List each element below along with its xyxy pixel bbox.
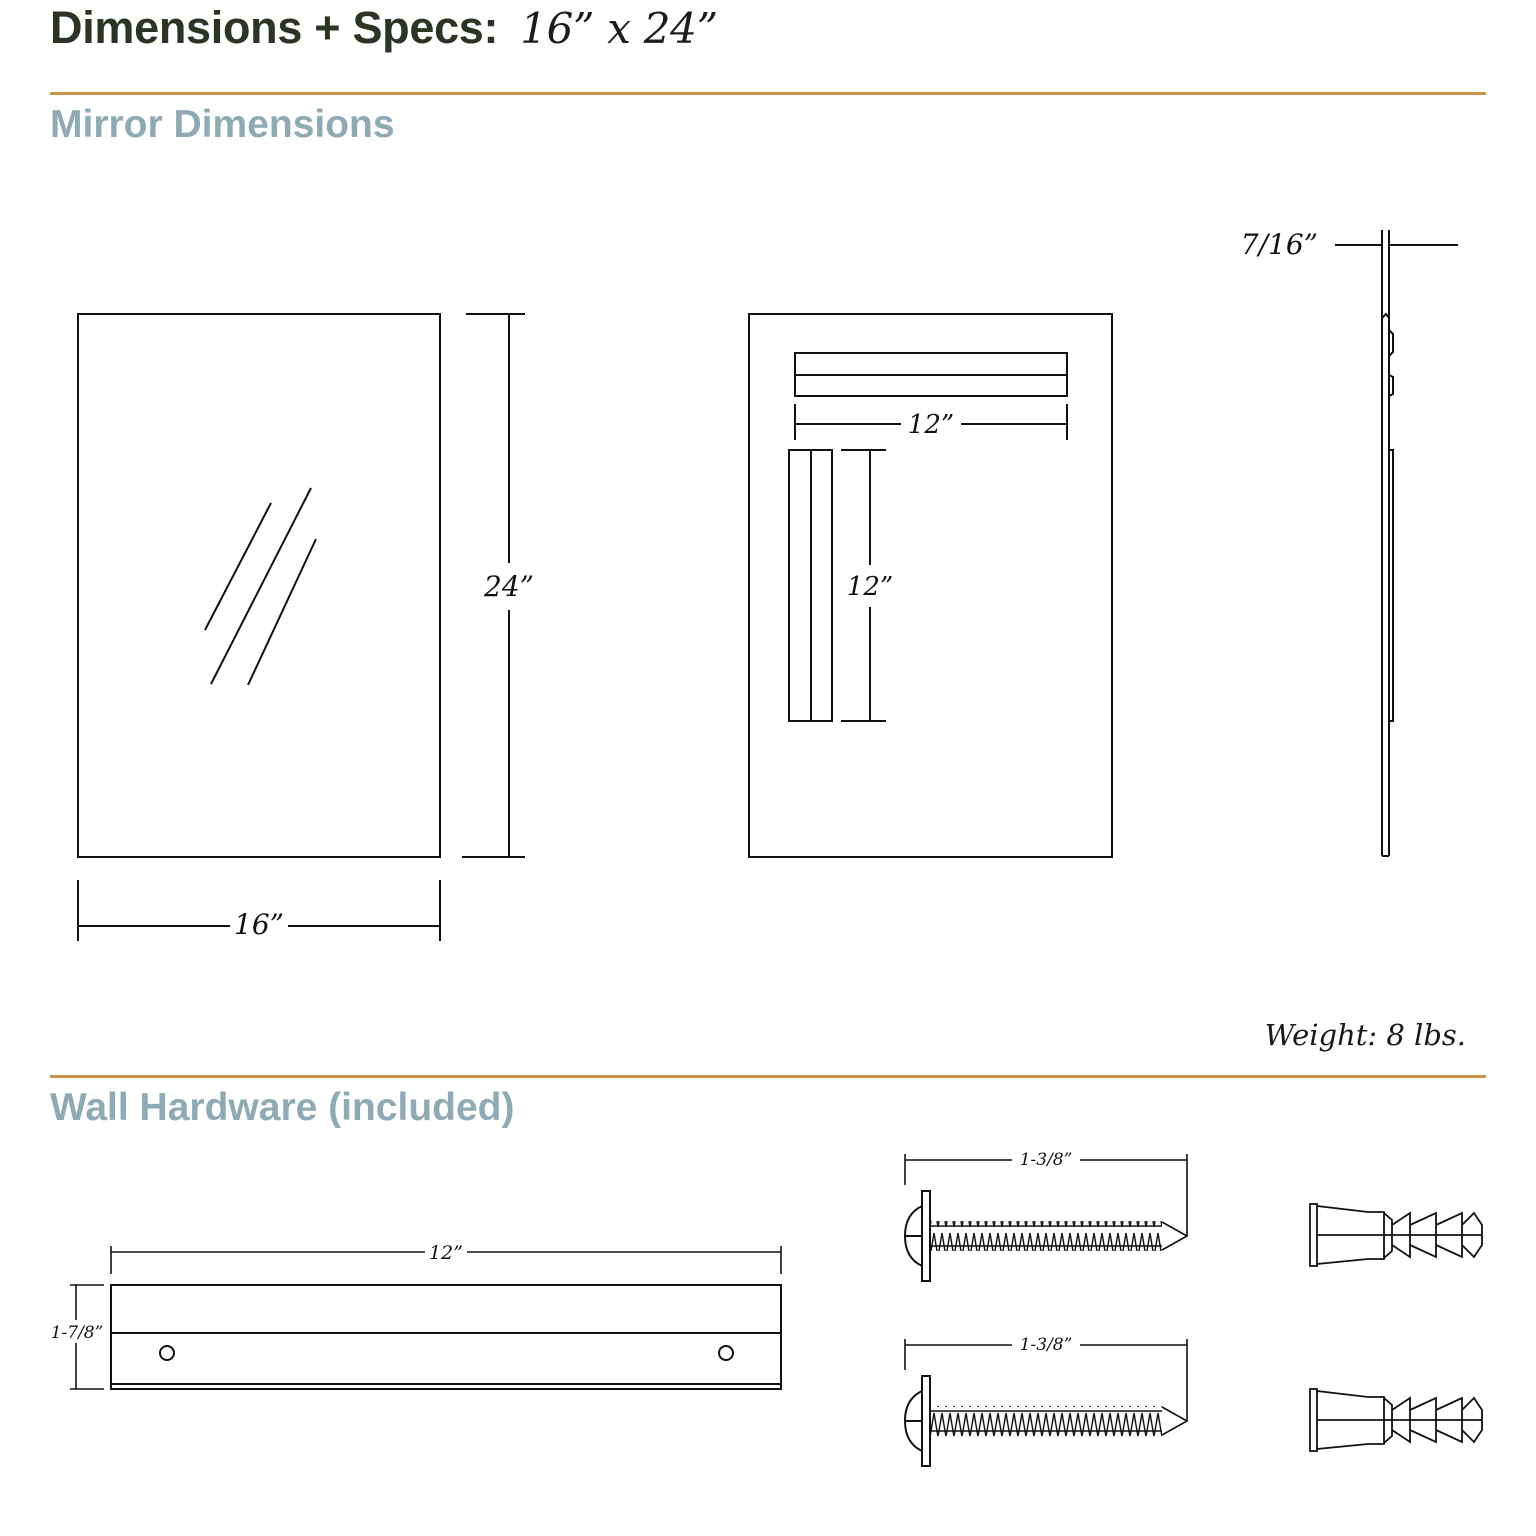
weight-label: Weight: 8 lbs. bbox=[1264, 1018, 1466, 1052]
screw bbox=[905, 1150, 1187, 1281]
mirror-depth-label: 7/16” bbox=[1240, 228, 1318, 261]
mounting-hole bbox=[160, 1346, 174, 1360]
mirror-width-label: 16” bbox=[234, 908, 284, 941]
screw-length-label: 1-3/8” bbox=[1019, 1150, 1073, 1170]
screw-length-label: 1-3/8” bbox=[1019, 1335, 1073, 1355]
title-size: 16” x 24” bbox=[520, 4, 718, 53]
mounting-hole bbox=[719, 1346, 733, 1360]
mirror-height-label: 24” bbox=[484, 570, 534, 603]
wall-anchor bbox=[1310, 1389, 1482, 1451]
hardware-cleat-length-label: 12” bbox=[429, 1242, 463, 1264]
mirror-front-view bbox=[78, 314, 440, 857]
hardware-cleat-height-label: 1-7/8” bbox=[50, 1323, 104, 1343]
mirror-side-view bbox=[1335, 230, 1458, 856]
section-title-mirror: Mirror Dimensions bbox=[50, 103, 395, 146]
hardware-cleat bbox=[111, 1285, 781, 1389]
title-text: Dimensions + Specs: bbox=[50, 2, 499, 53]
wall-anchor bbox=[1310, 1204, 1482, 1266]
mirror-back-view bbox=[749, 314, 1112, 857]
screw bbox=[905, 1335, 1187, 1466]
section-title-hardware: Wall Hardware (included) bbox=[50, 1086, 515, 1129]
cleat-height-label: 12” bbox=[846, 572, 894, 602]
cleat-width-label: 12” bbox=[907, 410, 955, 440]
